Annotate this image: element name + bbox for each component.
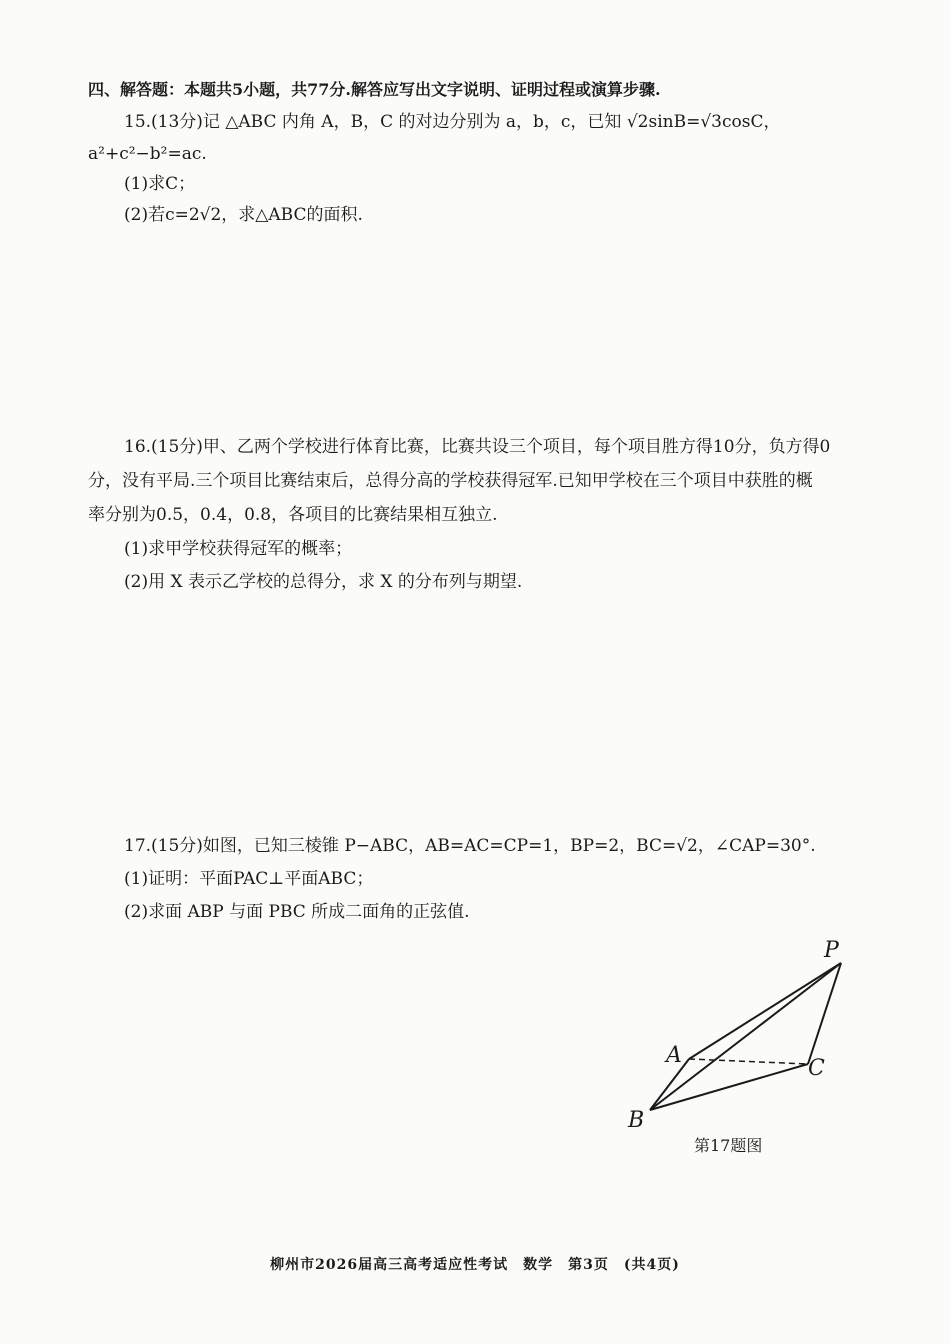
q17-stem-line1: 17.(15分)如图，已知三棱锥 P−ABC，AB=AC=CP=1，BP=2，BC=√2，∠CAP=30°.: [124, 836, 816, 856]
tetrahedron-figure: [620, 935, 860, 1130]
q16-stem-line3: 率分别为0.5，0.4，0.8，各项目的比赛结果相互独立.: [88, 505, 498, 525]
q16-stem-line2: 分，没有平局.三个项目比赛结束后，总得分高的学校获得冠军.已知甲学校在三个项目中获胜的概: [88, 471, 813, 491]
figure-caption: 第17题图: [694, 1136, 763, 1155]
edge-AP: [689, 963, 841, 1059]
label-C: C: [808, 1056, 825, 1081]
edge-BC: [650, 1064, 808, 1110]
edge-CP: [808, 963, 841, 1064]
q16-stem-line1: 16.(15分)甲、乙两个学校进行体育比赛，比赛共设三个项目，每个项目胜方得10分，负方得0: [124, 437, 831, 457]
q15-stem-line1: 15.(13分)记 △ABC 内角 A，B，C 的对边分别为 a，b，c，已知 √2sinB=√3cosC，: [124, 112, 781, 132]
section-header: 四、解答题：本题共5小题，共77分.解答应写出文字说明、证明过程或演算步骤.: [88, 80, 661, 99]
label-P: P: [824, 938, 839, 963]
q17-part1: (1)证明：平面PAC⊥平面ABC；: [124, 869, 374, 889]
edge-AC-hidden: [689, 1059, 808, 1064]
edge-BP: [650, 963, 841, 1110]
q15-part1: (1)求C；: [124, 174, 196, 194]
label-B: B: [628, 1108, 645, 1130]
page-footer: 柳州市2026届高三高考适应性考试 数学 第3页 (共4页): [270, 1257, 680, 1273]
q16-part1: (1)求甲学校获得冠军的概率；: [124, 539, 353, 559]
label-A: A: [666, 1043, 682, 1068]
q17-part2: (2)求面 ABP 与面 PBC 所成二面角的正弦值.: [124, 902, 470, 922]
q15-part2: (2)若c=2√2，求△ABC的面积.: [124, 205, 363, 225]
q16-part2: (2)用 X 表示乙学校的总得分，求 X 的分布列与期望.: [124, 572, 523, 592]
q15-stem-line2: a²+c²−b²=ac.: [88, 144, 207, 164]
